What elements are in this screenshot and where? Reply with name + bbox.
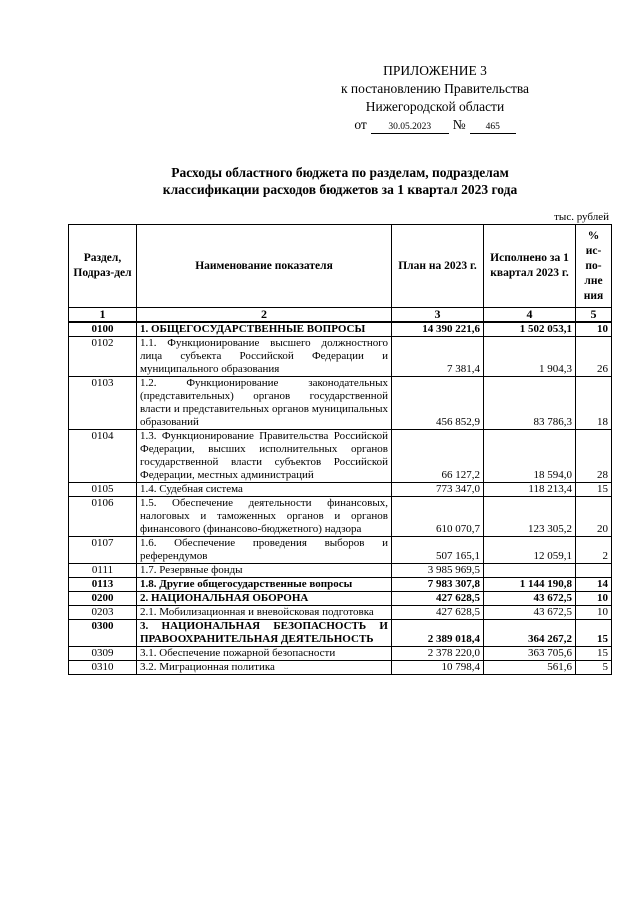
row-plan: 427 628,5 [392, 606, 484, 620]
table-row [69, 620, 612, 647]
header-code: Раздел, Подраз-дел [69, 225, 137, 308]
table-row [69, 337, 612, 377]
row-plan: 66 127,2 [392, 430, 484, 483]
header-pct: % ис-по-лне ния [576, 225, 612, 308]
table-row [69, 377, 612, 430]
row-name: 1.8. Другие общегосударственные вопросы [137, 578, 392, 592]
row-plan: 7 381,4 [392, 337, 484, 377]
table-row [69, 592, 612, 606]
decree-number: 465 [470, 121, 516, 134]
table-row [69, 497, 612, 537]
row-name: 2. НАЦИОНАЛЬНАЯ ОБОРОНА [137, 592, 392, 606]
row-plan: 456 852,9 [392, 377, 484, 430]
row-done: 83 786,3 [484, 377, 576, 430]
row-code: 0203 [69, 606, 137, 620]
header-done: Исполнено за 1 квартал 2023 г. [484, 225, 576, 308]
column-number: 3 [392, 308, 484, 323]
row-pct: 10 [576, 322, 612, 337]
row-done: 363 705,6 [484, 647, 576, 661]
row-name: 1.6. Обеспечение проведения выборов и референдумов [137, 537, 392, 564]
table-row [69, 606, 612, 620]
row-code: 0111 [69, 564, 137, 578]
table-row [69, 537, 612, 564]
row-pct: 5 [576, 661, 612, 675]
row-code: 0102 [69, 337, 137, 377]
row-plan: 610 070,7 [392, 497, 484, 537]
row-done: 561,6 [484, 661, 576, 675]
row-plan: 7 983 307,8 [392, 578, 484, 592]
row-done: 118 213,4 [484, 483, 576, 497]
row-code: 0300 [69, 620, 137, 647]
row-pct: 15 [576, 620, 612, 647]
row-code: 0200 [69, 592, 137, 606]
decree-date: 30.05.2023 [371, 121, 449, 134]
row-name: 1.5. Обеспечение деятельности финансовых, налоговых и таможенных органов и органов финансового (финансово-бюджетного) надзора [137, 497, 392, 537]
row-code: 0100 [69, 322, 137, 337]
row-code: 0310 [69, 661, 137, 675]
row-name: 1.3. Функционирование Правительства Российской Федерации, высших исполнительных органов государственной власти субъектов Российской Федерации, местных администраций [137, 430, 392, 483]
row-plan: 3 985 969,5 [392, 564, 484, 578]
budget-table [68, 224, 612, 675]
row-done: 18 594,0 [484, 430, 576, 483]
table-row [69, 564, 612, 578]
row-pct: 20 [576, 497, 612, 537]
row-code: 0105 [69, 483, 137, 497]
row-plan: 773 347,0 [392, 483, 484, 497]
row-pct: 10 [576, 606, 612, 620]
row-pct: 15 [576, 647, 612, 661]
header-plan: План на 2023 г. [392, 225, 484, 308]
row-pct: 15 [576, 483, 612, 497]
row-done: 12 059,1 [484, 537, 576, 564]
row-pct: 26 [576, 337, 612, 377]
row-code: 0104 [69, 430, 137, 483]
column-number: 5 [576, 308, 612, 323]
row-name: 1.7. Резервные фонды [137, 564, 392, 578]
row-pct: 2 [576, 537, 612, 564]
column-number: 1 [69, 308, 137, 323]
appendix-line2: Нижегородской области [365, 99, 505, 114]
row-done: 43 672,5 [484, 606, 576, 620]
row-done [484, 564, 576, 578]
units-label: тыс. рублей [554, 211, 609, 223]
row-name: 3. НАЦИОНАЛЬНАЯ БЕЗОПАСНОСТЬ И ПРАВООХРАНИТЕЛЬНАЯ ДЕЯТЕЛЬНОСТЬ [137, 620, 392, 647]
row-done: 43 672,5 [484, 592, 576, 606]
row-pct: 28 [576, 430, 612, 483]
table-row [69, 647, 612, 661]
row-pct: 18 [576, 377, 612, 430]
row-pct: 10 [576, 592, 612, 606]
row-pct [576, 564, 612, 578]
appendix-title: ПРИЛОЖЕНИЕ 3 [383, 63, 487, 78]
row-code: 0103 [69, 377, 137, 430]
table-header-row [69, 225, 612, 308]
row-name: 1.4. Судебная система [137, 483, 392, 497]
row-done: 1 904,3 [484, 337, 576, 377]
row-pct: 14 [576, 578, 612, 592]
column-number: 4 [484, 308, 576, 323]
table-row [69, 483, 612, 497]
row-code: 0309 [69, 647, 137, 661]
row-done: 123 305,2 [484, 497, 576, 537]
row-done: 1 502 053,1 [484, 322, 576, 337]
document-title [70, 164, 610, 198]
row-name: 1.2. Функционирование законодательных (представительных) органов государственной власти и представительных органов муниципальных образований [137, 377, 392, 430]
header-name: Наименование показателя [137, 225, 392, 308]
row-plan: 2 389 018,4 [392, 620, 484, 647]
row-done: 1 144 190,8 [484, 578, 576, 592]
column-number: 2 [137, 308, 392, 323]
row-name: 3.2. Миграционная политика [137, 661, 392, 675]
table-row [69, 322, 612, 337]
row-plan: 2 378 220,0 [392, 647, 484, 661]
appendix-header [300, 62, 570, 134]
row-code: 0107 [69, 537, 137, 564]
appendix-number-line [300, 116, 570, 134]
document-title-line1: Расходы областного бюджета по разделам, подразделам [171, 165, 509, 180]
row-plan: 427 628,5 [392, 592, 484, 606]
row-plan: 14 390 221,6 [392, 322, 484, 337]
table-row [69, 578, 612, 592]
table-row [69, 430, 612, 483]
table-row [69, 661, 612, 675]
from-label: от [354, 117, 367, 132]
column-number-row [69, 308, 612, 323]
appendix-line1: к постановлению Правительства [340, 81, 530, 96]
number-sign: № [452, 117, 466, 132]
row-name: 3.1. Обеспечение пожарной безопасности [137, 647, 392, 661]
row-name: 1. ОБЩЕГОСУДАРСТВЕННЫЕ ВОПРОСЫ [137, 322, 392, 337]
row-code: 0113 [69, 578, 137, 592]
row-plan: 507 165,1 [392, 537, 484, 564]
row-code: 0106 [69, 497, 137, 537]
row-plan: 10 798,4 [392, 661, 484, 675]
row-name: 1.1. Функционирование высшего должностного лица субъекта Российской Федерации и муниципального образования [137, 337, 392, 377]
row-name: 2.1. Мобилизационная и вневойсковая подготовка [137, 606, 392, 620]
document-title-line2: классификации расходов бюджетов за 1 квартал 2023 года [162, 182, 518, 197]
row-done: 364 267,2 [484, 620, 576, 647]
